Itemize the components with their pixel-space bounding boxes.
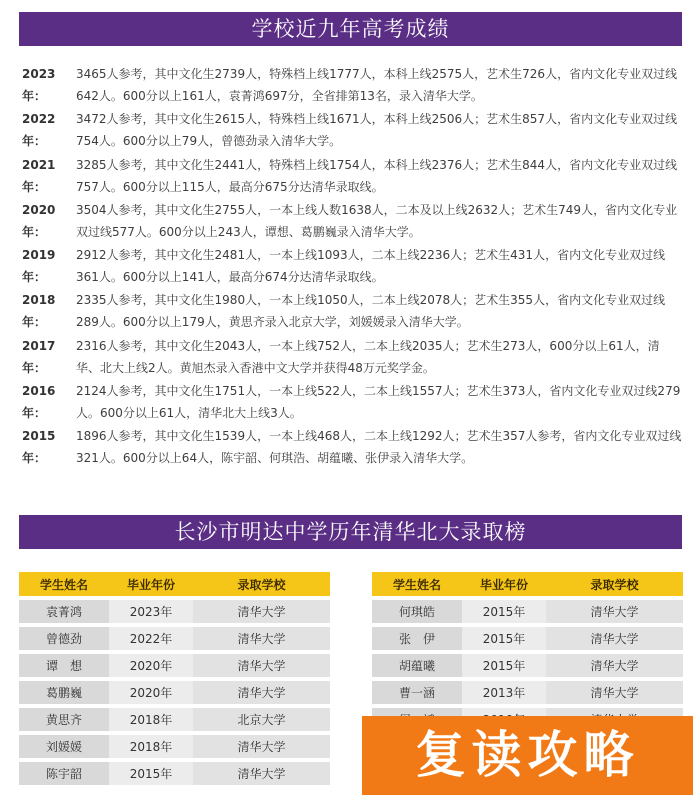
graduation-year: 2015年 [462,600,546,623]
record-year: 2016年： [22,384,56,421]
table-row [19,600,330,623]
record-year: 2022年： [22,112,56,149]
student-name: 刘媛媛 [19,735,109,758]
graduation-year: 2018年 [109,708,193,731]
graduation-year: 2015年 [462,654,546,677]
record-2021 [22,154,682,198]
table-row [372,600,683,623]
record-text: 3504人参考，其中文化生2755人，一本上线人数1638人，二本及以上线2632人；艺术生749人，省内文化专业双过线577人。600分以上243人，谭想、葛鹏巍录入清华大学。 [76,202,678,239]
record-text: 2316人参考，其中文化生2043人，一本上线752人，二本上线2035人；艺术生273人，600分以上61人，清华、北大上线2人。黄旭杰录入香港中文大学并获得48万元奖学金。 [76,338,660,375]
admitted-school: 清华大学 [546,627,683,650]
table-row [19,681,330,704]
section-title-scores: 学校近九年高考成绩 [19,12,682,46]
header-student-name: 学生姓名 [372,572,462,596]
graduation-year: 2015年 [462,627,546,650]
table-header-row [372,572,683,596]
record-2015 [22,425,682,469]
record-2020 [22,199,682,243]
admitted-school: 清华大学 [193,627,330,650]
header-admitted-school: 录取学校 [193,572,330,596]
student-name: 何琪皓 [372,600,462,623]
header-graduation-year: 毕业年份 [462,572,546,596]
table-row [19,627,330,650]
student-name: 谭 想 [19,654,109,677]
student-name: 黄思齐 [19,708,109,731]
student-name: 曾德劲 [19,627,109,650]
admitted-school: 清华大学 [546,654,683,677]
admission-table-left [19,568,330,789]
table-row [372,654,683,677]
student-name: 张 伊 [372,627,462,650]
student-name: 葛鹏巍 [19,681,109,704]
record-2019 [22,244,682,288]
admitted-school: 清华大学 [193,735,330,758]
header-admitted-school: 录取学校 [546,572,683,596]
admitted-school: 清华大学 [546,681,683,704]
header-graduation-year: 毕业年份 [109,572,193,596]
student-name: 袁菁鸿 [19,600,109,623]
student-name: 胡蕴曦 [372,654,462,677]
admitted-school: 清华大学 [193,681,330,704]
record-text: 1896人参考，其中文化生1539人，一本上线468人，二本上线1292人；艺术生357人参考，省内文化专业双过线321人。600分以上64人，陈宇韶、何琪浩、胡蕴曦、张伊录入清华大学。 [76,429,682,466]
table-row [19,708,330,731]
graduation-year: 2018年 [109,735,193,758]
record-year: 2015年： [22,429,56,466]
student-name: 曹一涵 [372,681,462,704]
record-2018 [22,289,682,333]
graduation-year: 2020年 [109,654,193,677]
section-title-admissions: 长沙市明达中学历年清华北大录取榜 [19,515,682,549]
graduation-year: 2013年 [462,681,546,704]
record-year: 2017年： [22,338,56,375]
record-year: 2023年： [22,67,56,103]
graduation-year: 2015年 [109,762,193,785]
admitted-school: 北京大学 [193,708,330,731]
table-row [19,654,330,677]
table-row [372,627,683,650]
record-year: 2021年： [22,157,56,194]
record-2022 [22,108,682,152]
score-records [22,63,682,471]
graduation-year: 2022年 [109,627,193,650]
record-2016 [22,380,682,424]
record-text: 3285人参考，其中文化生2441人，特殊档上线1754人，本科上线2376人；艺术生844人，省内文化专业双过线757人。600分以上115人，最高分675分达清华录取线。 [76,157,678,194]
record-text: 2335人参考，其中文化生1980人，一本上线1050人，二本上线2078人；艺术生355人，省内文化专业双过线289人。600分以上179人，黄思齐录入北京大学，刘媛媛录入清华大学。 [76,293,666,330]
admitted-school: 清华大学 [193,654,330,677]
record-year: 2018年： [22,293,56,330]
admitted-school: 清华大学 [193,762,330,785]
table-row [19,762,330,785]
admitted-school: 清华大学 [193,600,330,623]
graduation-year: 2020年 [109,681,193,704]
student-name: 陈宇韶 [19,762,109,785]
record-text: 2124人参考，其中文化生1751人，一本上线522人，二本上线1557人；艺术生373人，省内文化专业双过线279人。600分以上61人，清华北大上线3人。 [76,384,681,421]
record-2017 [22,335,682,379]
table-header-row [19,572,330,596]
record-2023 [22,63,682,107]
graduation-year: 2023年 [109,600,193,623]
record-year: 2019年： [22,248,56,285]
record-text: 3465人参考，其中文化生2739人，特殊档上线1777人，本科上线2575人，艺术生726人，省内文化专业双过线642人。600分以上161人，袁菁鸿697分，全省排第13名，录入清华大学。 [76,67,678,103]
table-row [19,735,330,758]
record-text: 3472人参考，其中文化生2615人，特殊档上线1671人，本科上线2506人；艺术生857人，省内文化专业双过线754人。600分以上79人，曾德劲录入清华大学。 [76,112,678,149]
header-student-name: 学生姓名 [19,572,109,596]
admitted-school: 清华大学 [546,600,683,623]
watermark-banner: 复读攻略 [362,716,693,795]
table-row [372,681,683,704]
record-text: 2912人参考，其中文化生2481人，一本上线1093人，二本上线2236人；艺术生431人，省内文化专业双过线361人。600分以上141人，最高分674分达清华录取线。 [76,248,666,285]
record-year: 2020年： [22,202,56,239]
admission-table-right [372,568,683,735]
